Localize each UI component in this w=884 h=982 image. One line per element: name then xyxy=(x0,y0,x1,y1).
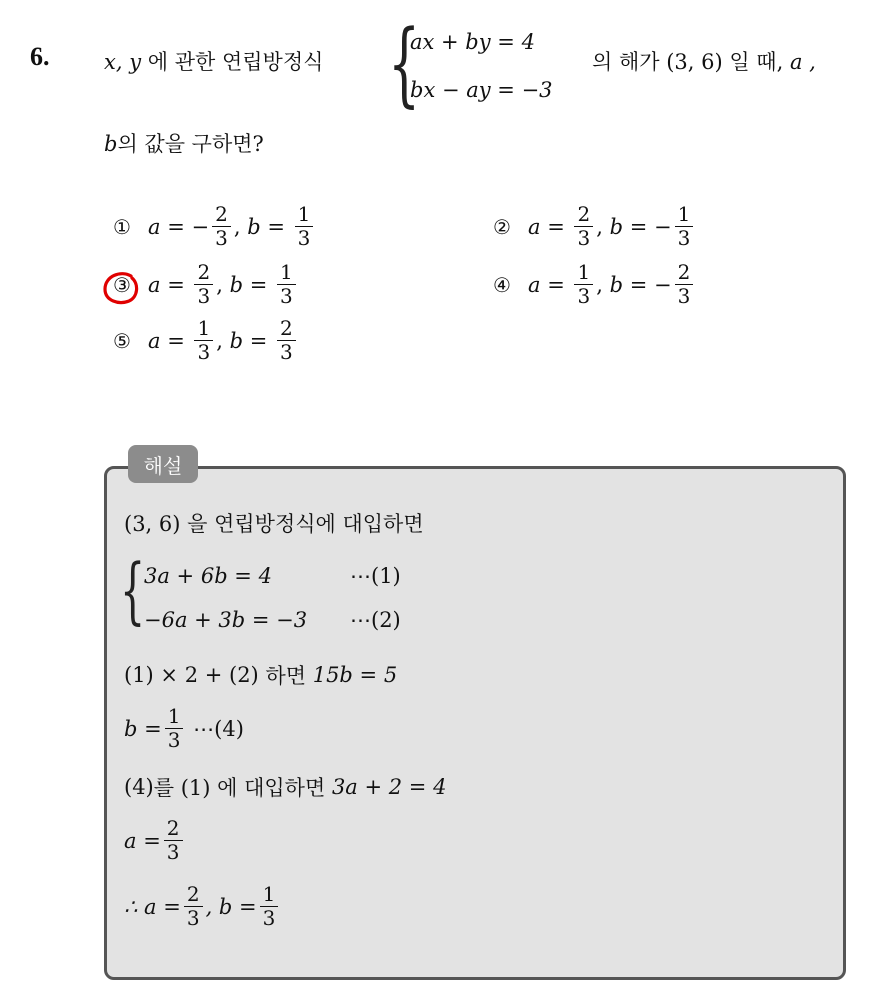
solution-tag: 해설 xyxy=(128,445,198,483)
solution-line-6: a = $\frac{2}{3}$ xyxy=(124,818,186,863)
choice-mark: ① xyxy=(113,214,131,239)
system-brace: { xyxy=(388,10,421,117)
solution-sys-1: 3a + 6b = 4 ⋯(1) xyxy=(144,564,401,588)
choice-mark: ④ xyxy=(493,272,511,297)
question-var-a: a , xyxy=(789,50,816,74)
question-line-2-text: 의 값을 구하면? xyxy=(117,132,264,156)
solution-system-brace: { xyxy=(120,548,146,632)
question-intro xyxy=(104,46,323,76)
choice-a-frac: $\frac{2}{3}$ xyxy=(212,204,231,249)
choice-5[interactable]: ⑤ a = $\frac{1}{3}$ , b = $\frac{2}{3}$ xyxy=(110,318,299,363)
choice-2[interactable]: ② a = $\frac{2}{3}$ , b = − $\frac{1}{3}$ xyxy=(490,204,696,249)
choice-3[interactable]: ③ a = $\frac{2}{3}$ , b = $\frac{1}{3}$ xyxy=(110,262,299,307)
solution-sys-2: −6a + 3b = −3 ⋯(2) xyxy=(144,608,401,632)
question-middle xyxy=(592,46,816,76)
choice-mark: ⑤ xyxy=(113,328,131,353)
question-var-b: b xyxy=(104,132,118,156)
system-eq-1: ax + by = 4 xyxy=(410,30,535,54)
choice-a-sign: − xyxy=(191,214,210,239)
question-intro-text: 에 관한 연립방정식 xyxy=(147,50,324,74)
choice-b-sign: − xyxy=(653,214,672,239)
choice-b-frac: $\frac{2}{3}$ xyxy=(277,318,296,363)
question-middle-text: 의 해가 (3, 6) 일 때, xyxy=(592,50,784,74)
choice-b-frac: $\frac{1}{3}$ xyxy=(675,204,694,249)
solution-line-5: (4) 를 (1) 에 대입하면 3a + 2 = 4 xyxy=(124,775,447,800)
choice-a-frac: $\frac{2}{3}$ xyxy=(574,204,593,249)
choice-a-frac: $\frac{1}{3}$ xyxy=(194,318,213,363)
system-eq-2: bx − ay = −3 xyxy=(410,78,553,102)
question-number: 6. xyxy=(30,42,50,71)
solution-line-1: (3, 6) 을 연립방정식에 대입하면 xyxy=(124,512,424,536)
solution-line-3: (1) × 2 + (2) 하면 15b = 5 xyxy=(124,663,398,688)
choice-a-frac: $\frac{1}{3}$ xyxy=(574,262,593,307)
solution-line-4: b = $\frac{1}{3}$ ⋯(4) xyxy=(124,704,244,752)
answer-circle-mark xyxy=(101,270,141,308)
choice-mark: ③ xyxy=(113,272,131,297)
question-vars: x, y xyxy=(104,50,142,74)
choice-4[interactable]: ④ a = $\frac{1}{3}$ , b = − $\frac{2}{3}$ xyxy=(490,262,696,307)
choice-1[interactable]: ① a = − $\frac{2}{3}$ , b = $\frac{1}{3}$ xyxy=(110,204,316,249)
choice-a-frac: $\frac{2}{3}$ xyxy=(194,262,213,307)
choice-b-sign: − xyxy=(653,272,672,297)
choice-b-frac: $\frac{1}{3}$ xyxy=(277,262,296,307)
choice-mark: ② xyxy=(493,214,511,239)
choice-b-frac: $\frac{1}{3}$ xyxy=(295,204,314,249)
question-line-2 xyxy=(104,128,264,158)
solution-line-7: ∴ a = $\frac{2}{3}$ , b = $\frac{1}{3}$ xyxy=(124,884,281,929)
choice-b-frac: $\frac{2}{3}$ xyxy=(675,262,694,307)
